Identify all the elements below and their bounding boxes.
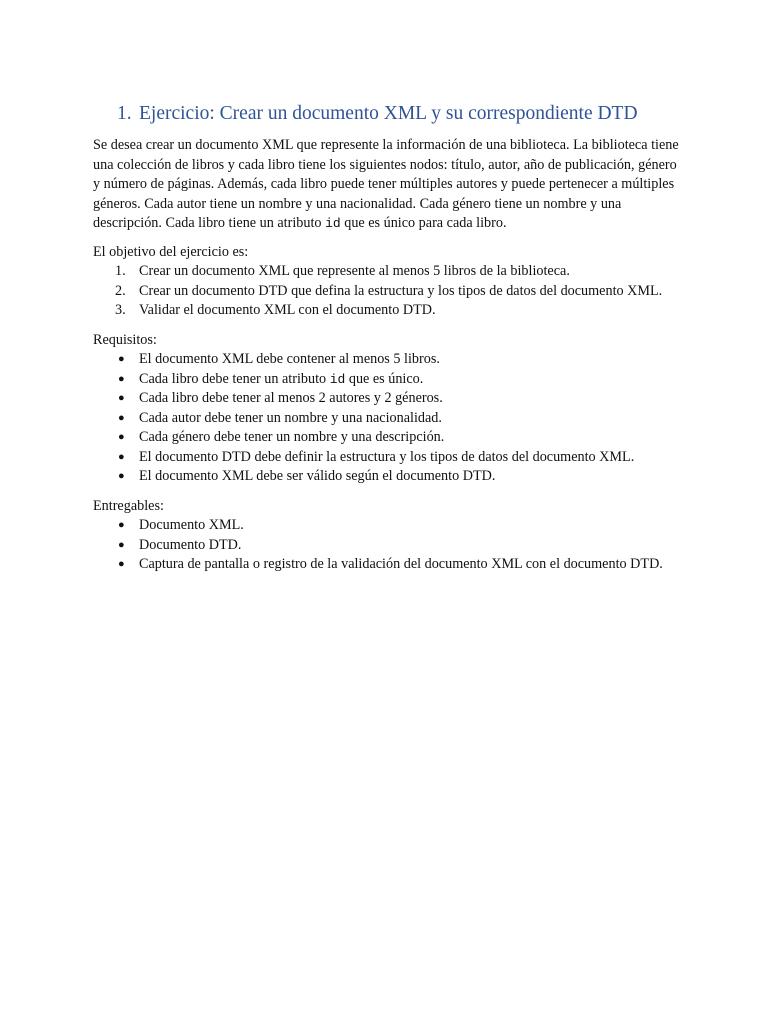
intro-text: Se desea crear un documento XML que represente la información de una biblioteca. La biblioteca tiene una colección de libros y cada libro tiene los siguientes nodos: título, autor, año de publicación, género y número de páginas. Además, cada libro puede tener múltiples autores y puede pertenecer a múltiples géneros. Cada autor tiene un nombre y una nacionalidad. Cada género tiene un nombre y una descripción. Cada libro tiene un atributo (93, 137, 679, 231)
list-item (93, 262, 683, 282)
list-number: 3. (115, 302, 126, 318)
list-item-text: El documento XML debe ser válido según el documento DTD. (139, 468, 496, 484)
list-number: 2. (115, 282, 126, 299)
list-item-text: Documento DTD. (139, 536, 242, 553)
deliverables-label: Entregables: (93, 497, 164, 514)
bullet-icon: ● (118, 558, 125, 570)
intro-paragraph (93, 136, 683, 234)
list-item-text: Crear un documento XML que represente al menos 5 libros de la biblioteca. (139, 263, 570, 279)
bullet-icon: ● (118, 392, 125, 404)
list-item (93, 448, 683, 468)
list-item-text-end: que es único. (345, 370, 424, 387)
bullet-icon: ● (118, 411, 125, 424)
list-number: 1. (115, 263, 126, 279)
list-item-text: Documento XML. (139, 517, 244, 533)
bullet-icon: ● (118, 431, 125, 443)
list-item-text: Cada libro debe tener un atributo (139, 370, 330, 387)
list-item (93, 536, 683, 556)
list-item (93, 370, 683, 390)
bullet-icon: ● (118, 538, 125, 551)
bullet-icon: ● (118, 470, 125, 482)
list-item (93, 282, 683, 302)
requirements-list (93, 350, 683, 487)
intro-text-end: que es único para cada libro. (340, 215, 507, 231)
list-item-text: El documento DTD debe definir la estructura y los tipos de datos del documento XML. (139, 448, 635, 465)
document-page (93, 101, 683, 575)
list-item-text: Validar el documento XML con el documento DTD. (139, 302, 436, 318)
list-item (93, 555, 683, 575)
list-item-text: Cada libro debe tener al menos 2 autores y 2 géneros. (139, 390, 443, 406)
list-item-text: Cada género debe tener un nombre y una descripción. (139, 429, 445, 445)
intro-code-id: id (325, 216, 341, 231)
bullet-icon: ● (118, 519, 125, 531)
section-heading (117, 101, 683, 127)
objectives-label: El objetivo del ejercicio es: (93, 243, 249, 260)
requirements-label: Requisitos: (93, 331, 157, 348)
list-item-text: Cada autor debe tener un nombre y una nacionalidad. (139, 409, 442, 426)
bullet-icon: ● (118, 353, 125, 365)
heading-number: 1. (117, 103, 132, 124)
list-item (93, 350, 683, 370)
list-item (93, 516, 683, 536)
list-item-text: Captura de pantalla o registro de la validación del documento XML con el documento DTD. (139, 556, 663, 572)
list-item (93, 467, 683, 487)
list-item (93, 389, 683, 409)
list-item-text: El documento XML debe contener al menos 5 libros. (139, 351, 440, 367)
list-item (93, 409, 683, 429)
bullet-icon: ● (118, 372, 125, 385)
list-item (93, 428, 683, 448)
heading-title: Ejercicio: Crear un documento XML y su correspondiente DTD (139, 103, 638, 124)
deliverables-list (93, 516, 683, 575)
requirement-code-id: id (329, 371, 346, 387)
bullet-icon: ● (118, 450, 125, 463)
list-item-text: Crear un documento DTD que defina la estructura y los tipos de datos del documento XML. (139, 282, 663, 299)
list-item (93, 301, 683, 321)
objectives-list (93, 262, 683, 321)
